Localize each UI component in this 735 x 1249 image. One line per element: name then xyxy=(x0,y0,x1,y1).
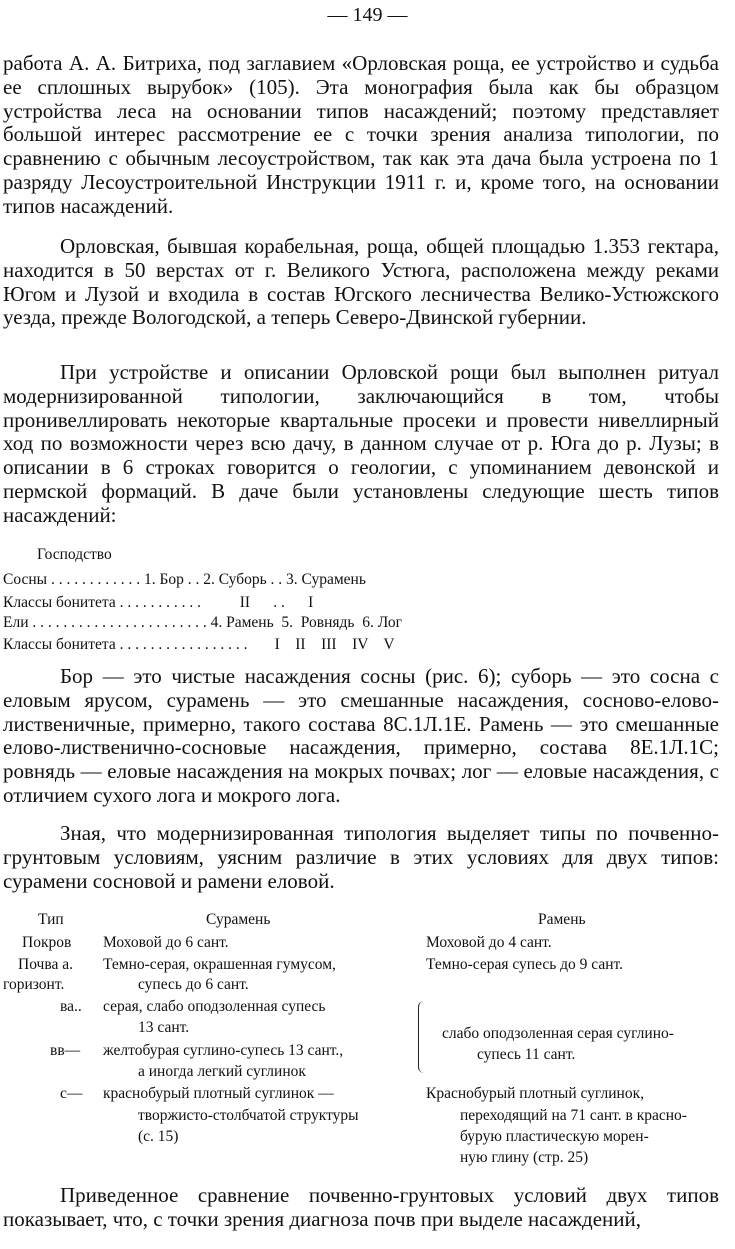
dominance-row-spruce-bonitet: Классы бонитета . . . . . . . . . . . . . . . . . I II III IV V xyxy=(3,636,395,653)
soil-row-cover-suramen: Моховой до 6 сант. xyxy=(103,934,229,951)
soil-row-c3-suramen: (с. 15) xyxy=(138,1128,179,1145)
soil-row-va2-ramen: слабо оподзоленная серая суглино- xyxy=(442,1025,674,1042)
soil-row-vv2-suramen: а иногда легкий суглинок xyxy=(138,1063,306,1080)
soil-row-cover-ramen: Моховой до 4 сант. xyxy=(426,934,552,951)
soil-row-va2-suramen: 13 сант. xyxy=(138,1019,190,1036)
soil-row-cover-type: Покров xyxy=(22,934,72,951)
soil-row-a-ramen: Темно-серая супесь до 9 сант. xyxy=(426,956,624,973)
soil-row-c-type: с— xyxy=(60,1085,83,1102)
soil-row-c2-ramen: переходящий на 71 сант. в красно- xyxy=(460,1107,687,1124)
soil-row-c4-ramen: ную глину (стр. 25) xyxy=(460,1149,589,1166)
paragraph-2: Орловская, бывшая корабельная, роща, общей площадью 1.353 гектара, находится в 50 верстах от г. Великого Устюга, расположена между реками Югом и Лузой и входила в состав Югского лесничества Велико-Устюжского уезда, прежде Вологодской, а теперь Северо-Двинской губернии. xyxy=(3,234,719,330)
soil-row-a-suramen: Темно-серая, окрашенная гумусом, xyxy=(103,956,336,973)
dominance-heading: Господство xyxy=(37,546,112,563)
dominance-row-pine-bonitet: Классы бонитета . . . . . . . . . . . II . . I xyxy=(3,594,314,611)
paragraph-3: При устройстве и описании Орловской рощи был выполнен ритуал модернизированной типологии, заключающийся в том, чтобы пронивеллировать некоторые квартальные просеки и провести нивеллирный ход по возможности через всю дачу, в данном случае от р. Юга до р. Лузы; в описании в 6 строках говорится о геологии, с упоминанием девонской и пермской формаций. В даче были установлены следующие шесть типов насаждений: xyxy=(3,360,719,527)
soil-row-c2-suramen: творжисто-столбчатой структуры xyxy=(138,1107,359,1124)
paragraph-4: Бор — это чистые насаждения сосны (рис. 6); суборь — это сосна с еловым ярусом, сурамень — это смешанные насаждения, сосново-елово-лиственичные, примерно, такого состава 8С.1Л.1Е. Рамень — это смешанные елово-лиственично-сосновые насаждения, примерно, состава 8Е.1Л.1С; ровнядь — еловые насаждения на мокрых почвах; лог — еловые насаждения, с отличием сухого лога и мокрого лога. xyxy=(3,664,719,807)
soil-row-vv-suramen: желтобурая суглино-супесь 13 сант., xyxy=(103,1042,344,1059)
soil-row-va-type: ва.. xyxy=(60,998,82,1015)
soil-row-c-suramen: краснобурый плотный суглинок — xyxy=(103,1085,334,1102)
paragraph-6: Приведенное сравнение почвенно-грунтовых условий двух типов показывает, что, с точки зрения диагноза почв при выделе насаждений, xyxy=(3,1183,719,1231)
paragraph-5: Зная, что модернизированная типология выделяет типы по почвенно-грунтовым условиям, уясним различие в этих условиях для двух типов: сурамени сосновой и рамени еловой. xyxy=(3,821,719,893)
brace-line xyxy=(418,1001,427,1073)
soil-row-vv-type: вв— xyxy=(50,1042,81,1059)
soil-row-a-type: Почва а. xyxy=(18,956,73,973)
soil-row-c-ramen: Краснобурый плотный суглинок, xyxy=(426,1085,644,1102)
soil-row-va-suramen: серая, слабо оподзоленная супесь xyxy=(103,998,326,1015)
dominance-row-spruce: Ели . . . . . . . . . . . . . . . . . . . . . . . 4. Рамень 5. Ровнядь 6. Лог xyxy=(3,614,402,631)
page-number: — 149 — xyxy=(327,4,408,26)
soil-header-suramen: Сурамень xyxy=(206,911,271,928)
paragraph-1: работа А. А. Битриха, под заглавием «Орловская роща, ее устройство и судьба ее сплошных вырубок» (105). Эта монография была как бы образцом устройства леса на основании типов насаждений; поэтому представляет большой интерес рассмотрение ее с точки зрения анализа типологии, по сравнению с обычным лесоустройством, так как эта дача была устроена по 1 разряду Лесоустроительной Инструкции 1911 г. и, кроме того, на основании типов насаждений. xyxy=(3,51,719,218)
dominance-row-pine: Сосны . . . . . . . . . . . . 1. Бор . . 2. Суборь . . 3. Сурамень xyxy=(3,571,366,588)
soil-header-type: Тип xyxy=(38,911,64,928)
soil-header-ramen: Рамень xyxy=(538,911,586,928)
soil-row-a2-type: горизонт. xyxy=(3,976,65,993)
soil-row-c3-ramen: бурую пластическую морен- xyxy=(460,1128,649,1145)
soil-row-vv-ramen: супесь 11 сант. xyxy=(477,1046,576,1063)
soil-row-a2-suramen: супесь до 6 сант. xyxy=(138,976,249,993)
